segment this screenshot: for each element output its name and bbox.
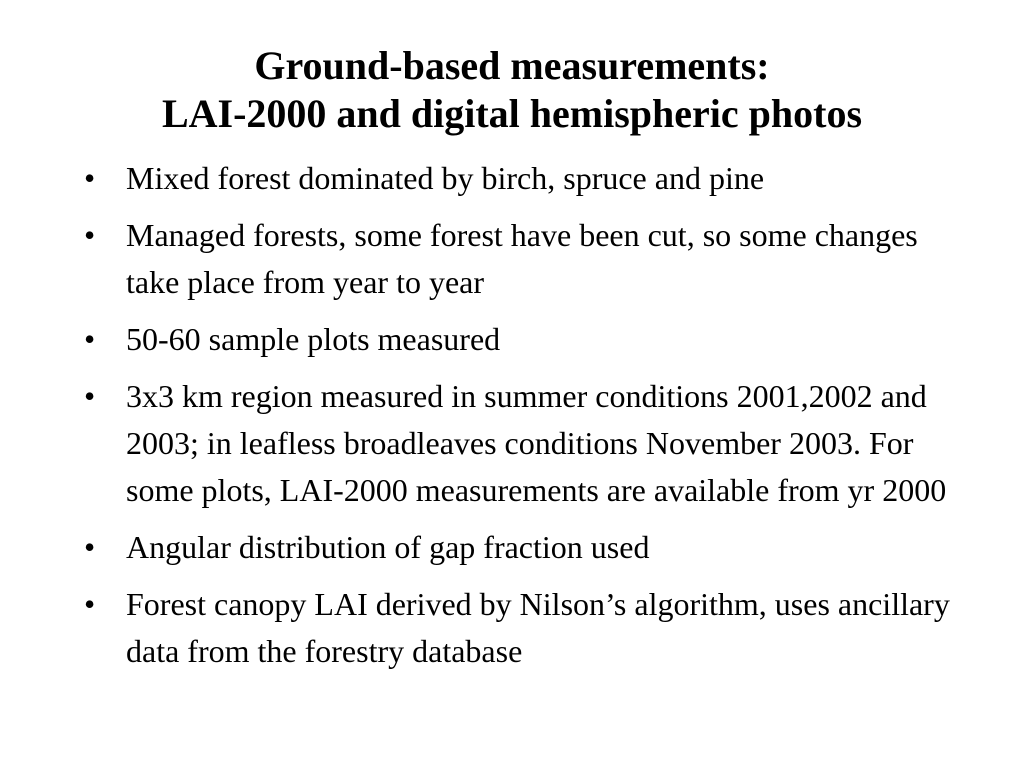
bullet-dot-icon: • bbox=[84, 378, 96, 414]
bullet-dot-icon: • bbox=[84, 217, 96, 253]
bullet-text: Managed forests, some forest have been cut, so some changes take place from year to year bbox=[126, 217, 918, 300]
bullet-text: Angular distribution of gap fraction used bbox=[126, 529, 650, 565]
bullet-dot-icon: • bbox=[84, 321, 96, 357]
title-line-1: Ground-based measurements: bbox=[254, 43, 770, 88]
bullet-dot-icon: • bbox=[84, 586, 96, 622]
bullet-item bbox=[84, 581, 964, 675]
bullet-text: Mixed forest dominated by birch, spruce and pine bbox=[126, 160, 765, 196]
bullet-dot-icon: • bbox=[84, 529, 96, 565]
bullet-text: 50-60 sample plots measured bbox=[126, 321, 501, 357]
bullet-item bbox=[84, 524, 964, 571]
title-line-2: LAI-2000 and digital hemispheric photos bbox=[161, 91, 863, 136]
bullet-text: 3x3 km region measured in summer conditions 2001,2002 and 2003; in leafless broadleaves conditions November 2003. For some plots, LAI-2000 measurements are available from yr 2000 bbox=[126, 378, 947, 508]
bullet-dot-icon: • bbox=[84, 160, 96, 196]
bullet-item bbox=[84, 316, 964, 363]
bullet-item bbox=[84, 373, 964, 514]
bullet-item bbox=[84, 212, 964, 306]
bullet-item bbox=[84, 155, 964, 202]
slide-title bbox=[0, 42, 1024, 138]
bullet-list bbox=[84, 155, 964, 685]
bullet-text: Forest canopy LAI derived by Nilson’s algorithm, uses ancillary data from the forestry database bbox=[126, 586, 950, 669]
